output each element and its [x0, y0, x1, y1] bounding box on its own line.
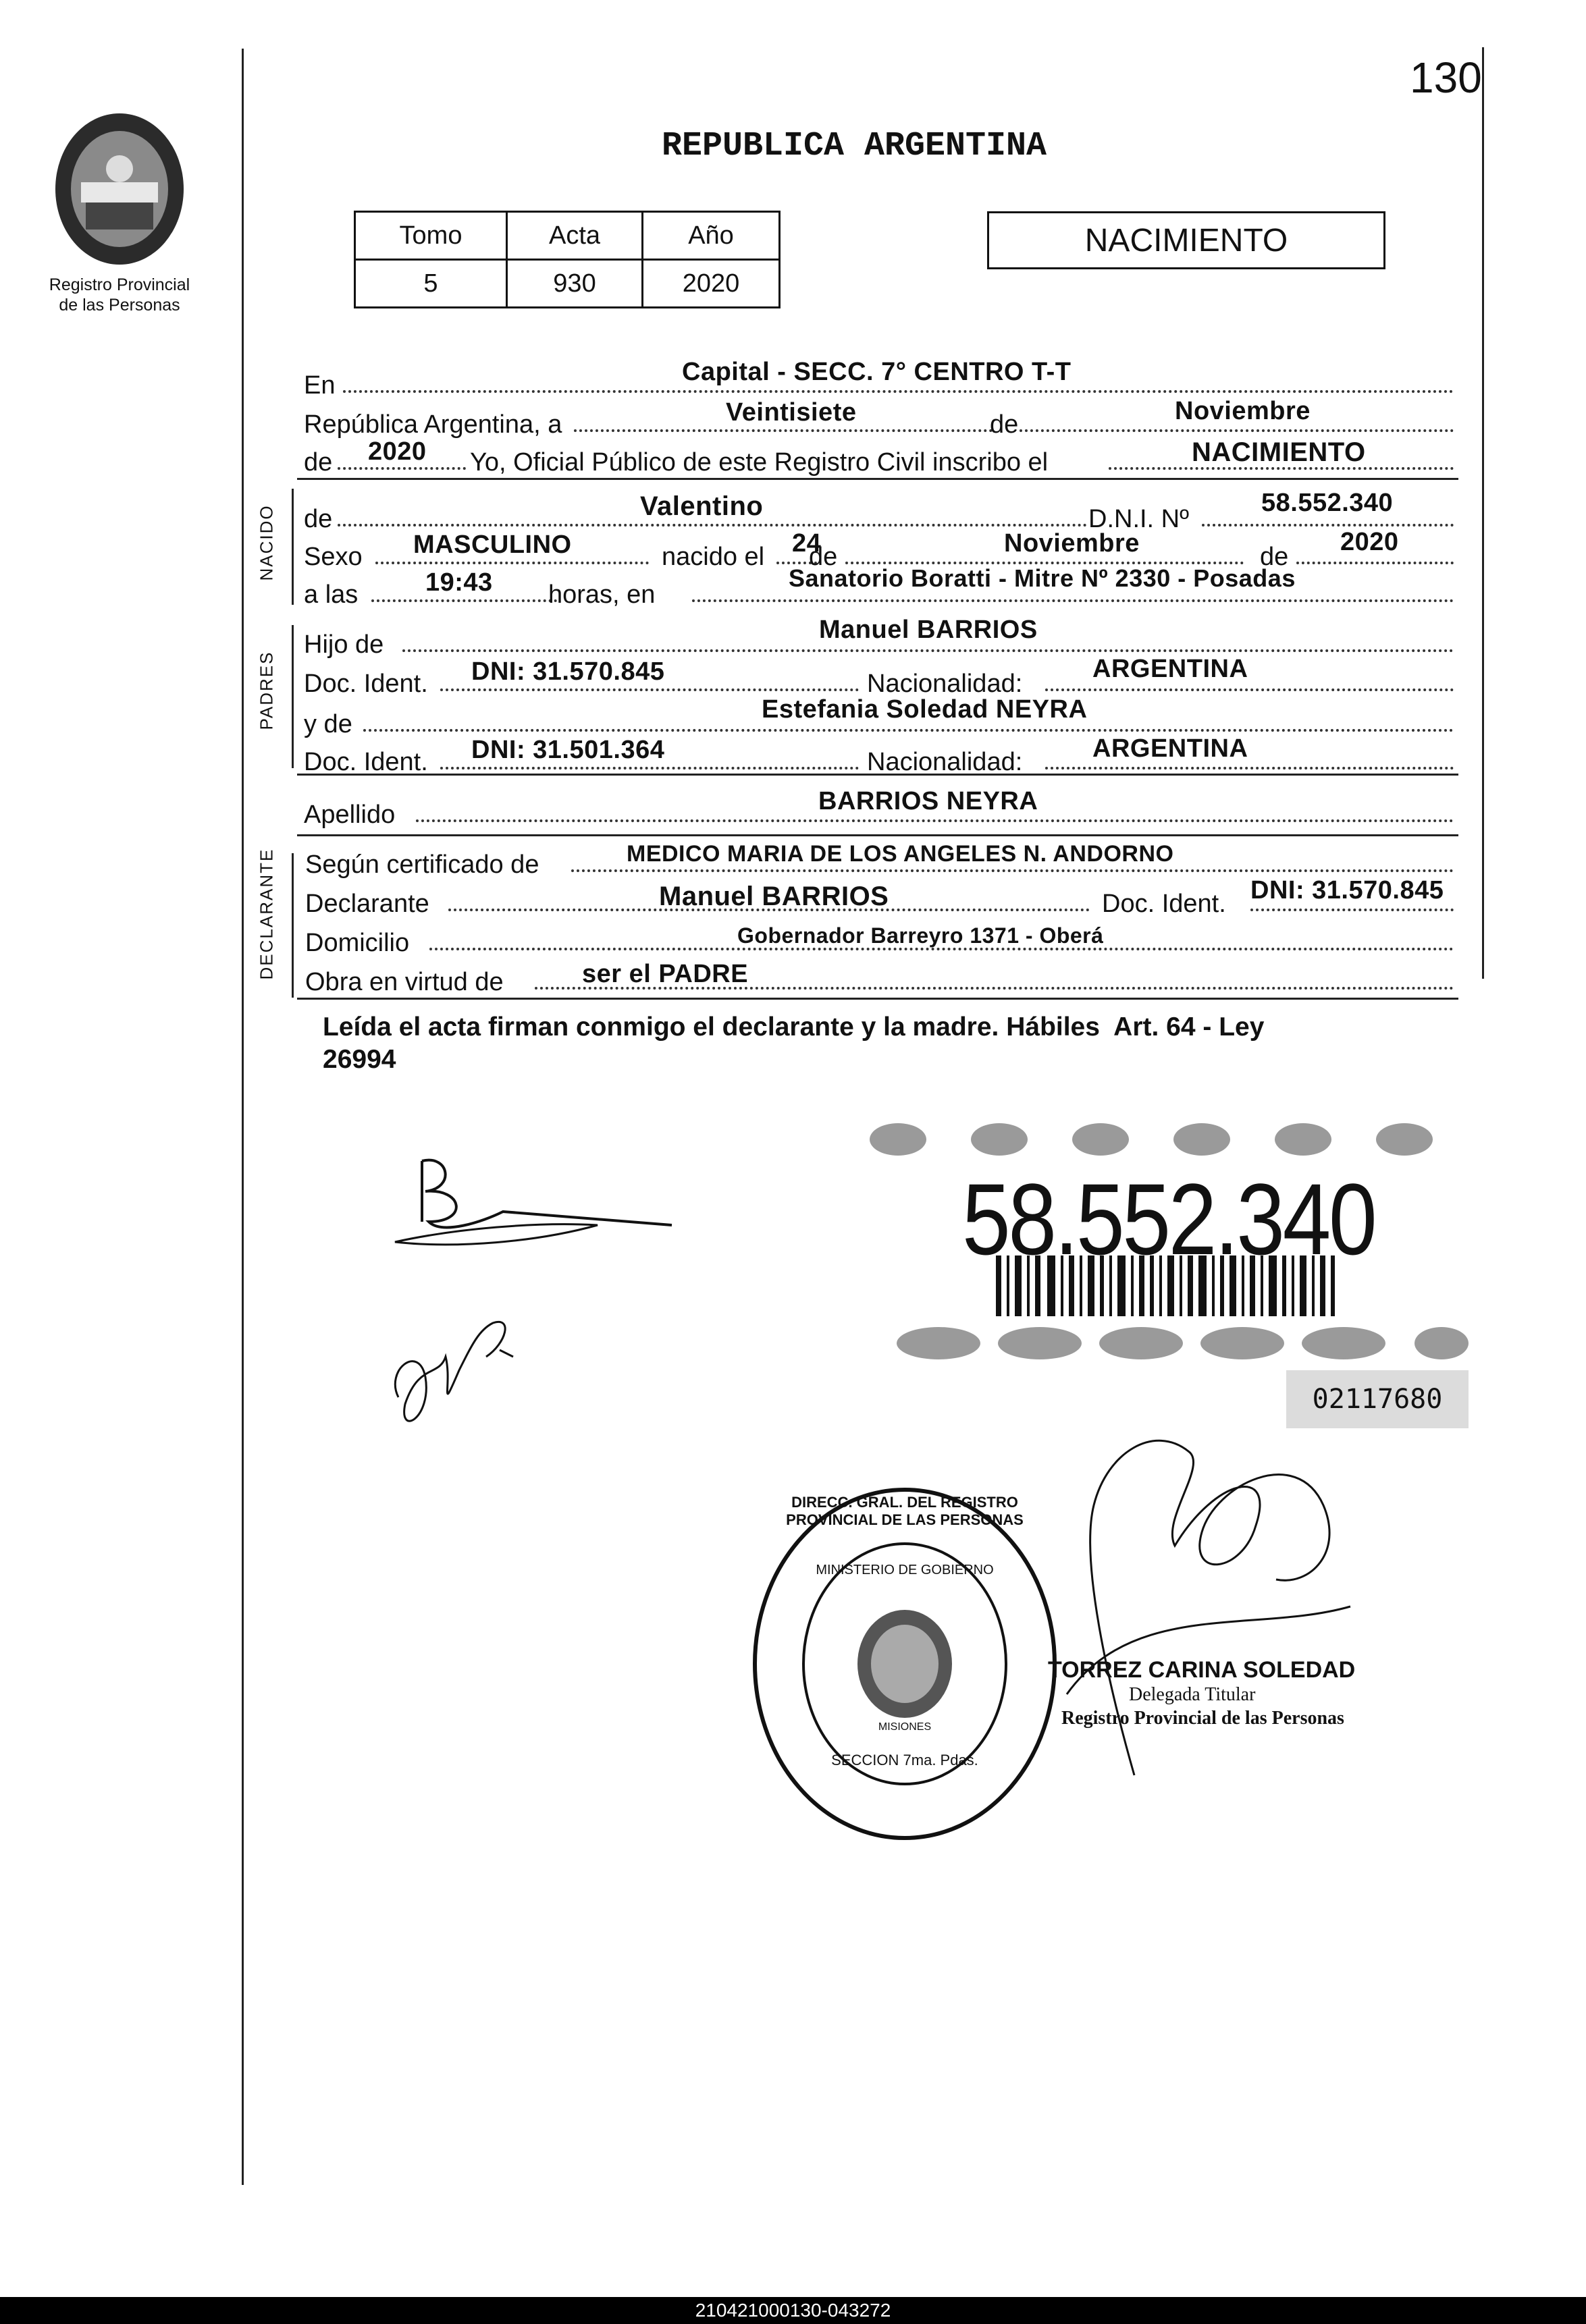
- oficial-text: Yo, Oficial Público de este Registro Civil inscribo el: [470, 448, 1049, 477]
- birth-place: Sanatorio Boratti - Mitre Nº 2330 - Posadas: [789, 564, 1296, 592]
- birth-year: 2020: [1340, 528, 1399, 556]
- year-value: 2020: [368, 437, 427, 466]
- doc-ident-label: Doc. Ident.: [1102, 890, 1226, 918]
- official-signature-icon: [1053, 1424, 1418, 1843]
- nacionalidad-label: Nacionalidad:: [867, 748, 1023, 776]
- dots: [574, 429, 993, 432]
- declarante-label: Declarante: [305, 890, 429, 918]
- sexo-value: MASCULINO: [413, 531, 572, 559]
- dots: [1296, 562, 1454, 564]
- dots: [692, 599, 1454, 602]
- declarant-signature-icon: [375, 1147, 685, 1262]
- sticker-number: 58.552.340: [962, 1162, 1375, 1276]
- de2-label: de: [304, 448, 333, 477]
- seal-icon: [746, 1482, 1063, 1846]
- dni-label: D.N.I. Nº: [1088, 505, 1189, 533]
- apellido-value: BARRIOS NEYRA: [818, 787, 1038, 815]
- separator: [297, 834, 1458, 836]
- registry-name-1: Registro Provincial: [49, 275, 190, 294]
- hijo-de-label: Hijo de: [304, 630, 384, 659]
- child-dni: 58.552.340: [1261, 489, 1394, 517]
- separator: [297, 478, 1458, 480]
- de-label: de: [1260, 543, 1289, 571]
- official-name: TORREZ CARINA SOLEDAD: [1048, 1657, 1356, 1683]
- day-value: Veintisiete: [726, 398, 857, 427]
- nacionalidad-label: Nacionalidad:: [867, 670, 1023, 698]
- closing-text-1: Leída el acta firman conmigo el declarante y la madre. Hábiles Art. 64 - Ley: [323, 1012, 1265, 1042]
- seal-outer-text: DIRECC. GRAL. DEL REGISTRO PROVINCIAL DE LAS PERSONAS: [786, 1494, 1024, 1528]
- dots: [343, 390, 1454, 393]
- father-name: Manuel BARRIOS: [819, 616, 1038, 644]
- republica-label: República Argentina, a: [304, 410, 562, 439]
- official-seal: [746, 1482, 1063, 1846]
- table-cell: 930: [507, 260, 643, 308]
- dots: [1045, 688, 1454, 691]
- dots: [416, 819, 1454, 822]
- separator: [297, 774, 1458, 776]
- mother-nationality: ARGENTINA: [1092, 734, 1248, 763]
- father-nationality: ARGENTINA: [1092, 655, 1248, 683]
- closing-text-2: 26994: [323, 1045, 396, 1074]
- padres-bar: [292, 625, 294, 768]
- seal-inner-text: MINISTERIO DE GOBIERNO: [816, 1563, 994, 1577]
- table-header: Tomo: [355, 212, 507, 260]
- seal-center-text: MISIONES: [878, 1721, 932, 1733]
- birth-time: 19:43: [425, 568, 493, 597]
- a-las-label: a las: [304, 580, 359, 609]
- table-header: Acta: [507, 212, 643, 260]
- sexo-label: Sexo: [304, 543, 363, 571]
- dots: [440, 767, 859, 769]
- right-border: [1482, 47, 1484, 979]
- dots: [1250, 909, 1454, 911]
- obra-label: Obra en virtud de: [305, 968, 504, 996]
- dots: [375, 562, 649, 564]
- declarante-doc: DNI: 31.570.845: [1250, 876, 1444, 904]
- nacido-section-label: NACIDO: [256, 504, 277, 581]
- id-sticker: [861, 1120, 1469, 1370]
- domicilio-value: Gobernador Barreyro 1371 - Oberá: [737, 923, 1104, 948]
- seal-section-text: SECCION 7ma. Pdas.: [831, 1752, 978, 1768]
- dots: [571, 869, 1454, 872]
- nacido-el-label: nacido el: [662, 543, 765, 571]
- dots: [1045, 767, 1454, 769]
- apellido-label: Apellido: [304, 801, 396, 829]
- mother-name: Estefania Soledad NEYRA: [762, 695, 1088, 724]
- birth-day: 24: [792, 529, 822, 558]
- en-label: En: [304, 371, 336, 400]
- registry-name-2: de las Personas: [59, 296, 180, 315]
- de-label: de: [990, 410, 1019, 439]
- doc-ident-label: Doc. Ident.: [304, 670, 428, 698]
- sticker-serial: 02117680: [1312, 1384, 1443, 1415]
- dots: [402, 649, 1454, 652]
- month-value: Noviembre: [1175, 397, 1311, 425]
- certificado-label: Según certificado de: [305, 850, 539, 879]
- place-value: Capital - SECC. 7° CENTRO T-T: [682, 358, 1072, 386]
- dots: [440, 688, 859, 691]
- left-border: [242, 49, 244, 2185]
- padres-section-label: PADRES: [256, 651, 277, 730]
- mother-signature-icon: [378, 1303, 533, 1451]
- birth-month: Noviembre: [1004, 529, 1140, 558]
- domicilio-label: Domicilio: [305, 929, 410, 957]
- page-number: 130: [1410, 53, 1482, 102]
- footer-id: 210421000130-043272: [695, 2300, 891, 2321]
- act-word-value: NACIMIENTO: [1192, 437, 1366, 467]
- act-type-box: [987, 211, 1385, 269]
- doc-ident-label: Doc. Ident.: [304, 748, 428, 776]
- sticker-serial-box: [1286, 1370, 1469, 1428]
- dots: [363, 729, 1454, 732]
- declarante-section-label: DECLARANTE: [256, 848, 277, 980]
- dots: [1202, 524, 1454, 526]
- official-title: Delegada Titular: [1129, 1684, 1256, 1705]
- de-label: de: [304, 505, 333, 533]
- record-table: [354, 211, 781, 308]
- dots: [338, 467, 466, 470]
- declarante-bar: [292, 853, 294, 998]
- footer-bar: [0, 2297, 1586, 2324]
- nacido-bar: [292, 489, 294, 605]
- child-name: Valentino: [640, 491, 764, 521]
- obra-value: ser el PADRE: [582, 960, 749, 988]
- page-title: REPUBLICA ARGENTINA: [661, 127, 1047, 165]
- declarante-name: Manuel BARRIOS: [659, 882, 889, 911]
- table-header: Año: [643, 212, 780, 260]
- y-de-label: y de: [304, 710, 352, 738]
- dots: [371, 599, 557, 602]
- mother-doc: DNI: 31.501.364: [471, 736, 665, 764]
- dots: [1020, 429, 1454, 432]
- act-type: NACIMIENTO: [1084, 222, 1288, 259]
- horas-en-label: horas, en: [548, 580, 656, 609]
- official-office: Registro Provincial de las Personas: [1061, 1708, 1344, 1729]
- table-cell: 5: [355, 260, 507, 308]
- certificado-value: MEDICO MARIA DE LOS ANGELES N. ANDORNO: [627, 841, 1174, 867]
- separator: [297, 998, 1458, 1000]
- father-doc: DNI: 31.570.845: [471, 657, 665, 686]
- table-cell: 2020: [643, 260, 780, 308]
- de-label: de: [809, 543, 838, 571]
- dots: [338, 524, 1087, 526]
